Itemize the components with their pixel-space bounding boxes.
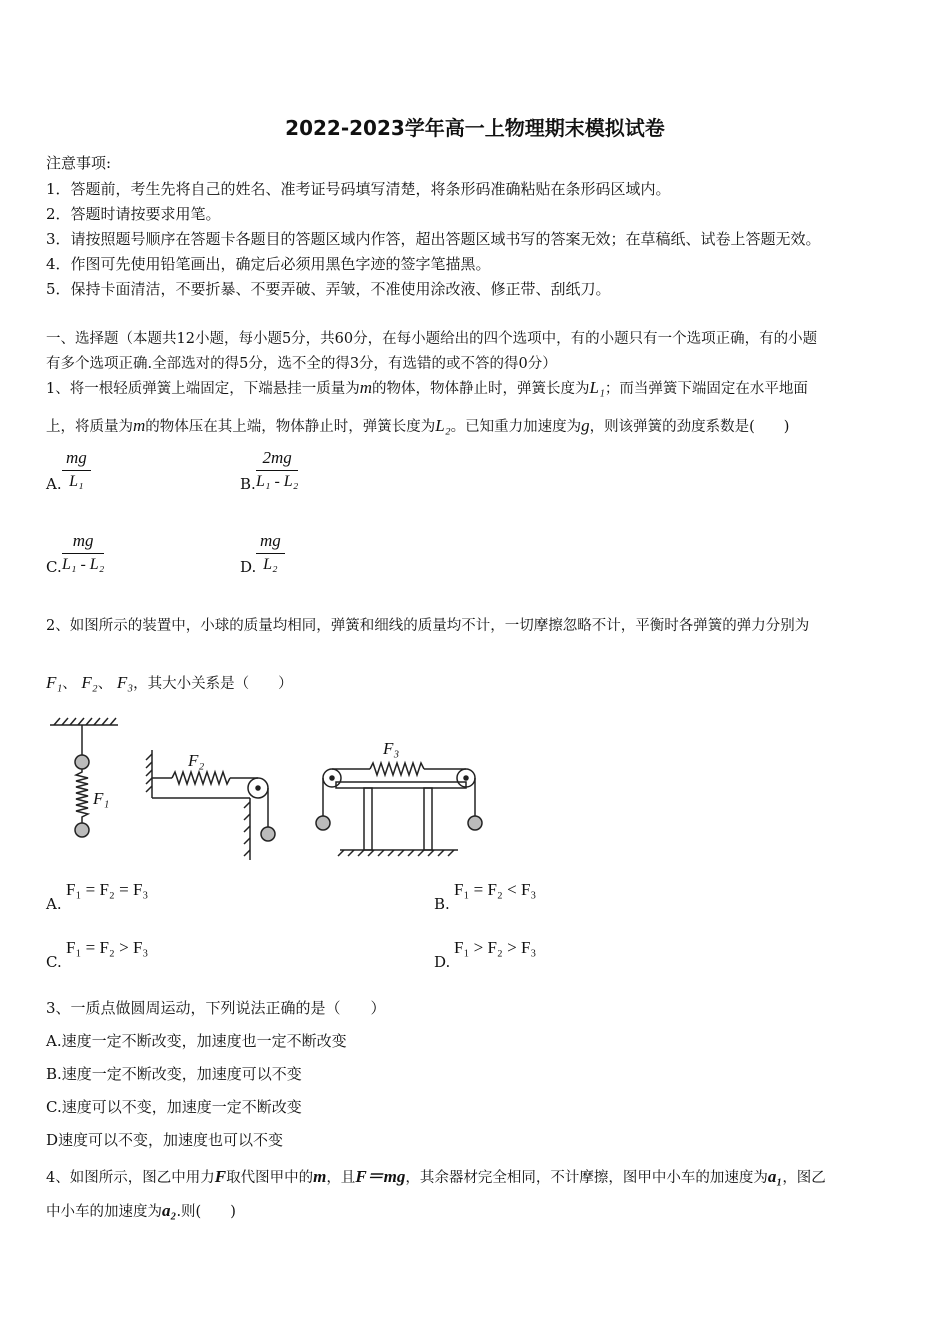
q2-stem-line2: F₁、 F₂、 F₃，其大小关系是（ ） (46, 673, 293, 692)
label-f3: F₃ (383, 739, 400, 758)
q4-stem-line2: 中小车的加速度为a₂.则( ) (46, 1201, 236, 1220)
notice-item-4: 4．作图可先使用铅笔画出，确定后必须用黑色字迹的签字笔描黑。 (46, 255, 491, 273)
q2-option-b-label[interactable]: B. (434, 895, 450, 913)
q3-option-d[interactable]: D速度可以不变，加速度也可以不变 (46, 1131, 284, 1149)
spring-apparatus-figure (40, 710, 500, 870)
label-f1: F₁ (93, 789, 110, 808)
q3-option-a[interactable]: A.速度一定不断改变，加速度也一定不断改变 (46, 1032, 347, 1050)
notice-item-5: 5．保持卡面清洁，不要折暴、不要弄破、弄皱，不准使用涂改液、修正带、刮纸刀。 (46, 280, 611, 298)
q1-stem-line2: 上，将质量为m的物体压在其上端，物体静止时，弹簧长度为L₂。已知重力加速度为g，则该弹簧的劲度系数是( ) (46, 416, 790, 435)
q1-option-d-label[interactable]: D. (240, 558, 257, 576)
q2-option-a-label[interactable]: A. (46, 895, 62, 913)
q1-option-c-fraction: $\frac{mg}{\text{L₁ - L₂}}$ (62, 531, 105, 573)
q1-stem-line1: 1、将一根轻质弹簧上端固定，下端悬挂一质量为m的物体，物体静止时，弹簧长度为L₁；而当弹簧下端固定在水平地面 (46, 378, 808, 397)
q2-option-a-expr: F₁ = F₂ = F₃ (66, 880, 149, 899)
notice-item-1: 1．答题前，考生先将自己的姓名、准考证号码填写清楚，将条形码准确粘贴在条形码区域内。 (46, 180, 671, 198)
section-header-line1: 一、选择题（本题共12小题，每小题5分，共60分，在每小题给出的四个选项中，有的小题只有一个选项正确，有的小题 (46, 331, 818, 347)
q1-option-a-fraction: $\frac{mg}{\text{L₁}}$ (62, 448, 91, 491)
q2-option-d-expr: F₁ > F₂ > F₃ (454, 938, 537, 957)
q3-option-c[interactable]: C.速度可以不变，加速度一定不断改变 (46, 1098, 302, 1116)
q4-stem-line1: 4、如图所示，图乙中用力F取代图甲中的m，且F＝mg，其余器材完全相同，不计摩擦，图甲中小车的加速度为a₁，图乙 (46, 1167, 826, 1186)
q2-option-c-expr: F₁ = F₂ > F₃ (66, 938, 149, 957)
label-f2: F₂ (188, 751, 205, 770)
q3-option-b[interactable]: B.速度一定不断改变，加速度可以不变 (46, 1065, 302, 1083)
q1-option-b-label[interactable]: B. (240, 475, 256, 493)
notice-heading: 注意事项: (46, 154, 112, 172)
notice-item-3: 3．请按照题号顺序在答题卡各题目的答题区域内作答，超出答题区域书写的答案无效；在草稿纸、试卷上答题无效。 (46, 230, 821, 248)
q3-stem: 3、一质点做圆周运动，下列说法正确的是（ ） (46, 999, 386, 1017)
device-3-double-pulley-spring (316, 763, 482, 856)
q1-option-c-label[interactable]: C. (46, 558, 62, 576)
page-title: 2022-2023学年高一上物理期末模拟试卷 (285, 116, 665, 140)
notice-item-2: 2．答题时请按要求用笔。 (46, 205, 221, 223)
device-1-hanging-spring (50, 718, 118, 837)
device-2-pulley-spring (146, 750, 275, 860)
q1-option-d-fraction: $\frac{mg}{\text{L₂}}$ (256, 531, 285, 574)
section-header-line2: 有多个选项正确.全部选对的得5分，选不全的得3分，有选错的或不答的得0分） (46, 356, 557, 372)
q2-option-d-label[interactable]: D. (434, 953, 451, 971)
q1-option-b-fraction: $\frac{2mg}{\text{L₁ - L₂}}$ (256, 448, 299, 490)
q2-option-c-label[interactable]: C. (46, 953, 62, 971)
q2-stem-line1: 2、如图所示的装置中，小球的质量均相同，弹簧和细线的质量均不计，一切摩擦忽略不计，平衡时各弹簧的弹力分别为 (46, 618, 810, 634)
q1-option-a-label[interactable]: A. (46, 475, 62, 493)
q2-option-b-expr: F₁ = F₂ < F₃ (454, 880, 537, 899)
